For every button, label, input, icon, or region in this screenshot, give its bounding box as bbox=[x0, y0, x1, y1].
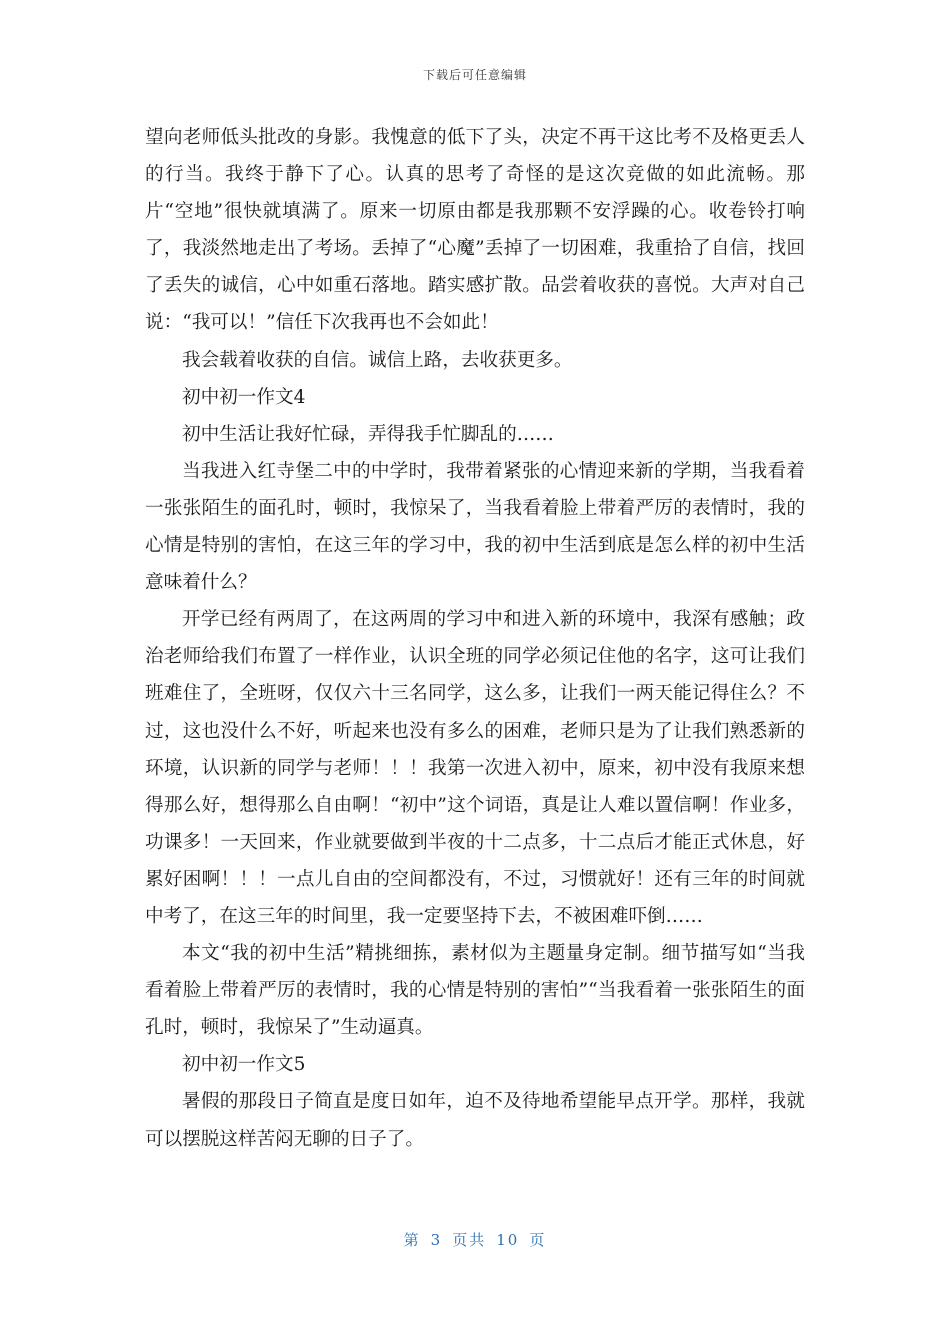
section-title: 初中初一作文5 bbox=[182, 1054, 306, 1076]
paragraph: 暑假的那段日子简直是度日如年，迫不及待地希望能早点开学。那样，我就可以摆脱这样苦闷无聊的日子了。 bbox=[145, 1091, 805, 1150]
paragraph: 我会载着收获的自信。诚信上路，去收获更多。 bbox=[182, 349, 573, 371]
page-header: 下载后可任意编辑 bbox=[422, 68, 527, 82]
total-pages-number: 10 bbox=[496, 1231, 520, 1249]
document-body bbox=[145, 119, 805, 1158]
paragraph: 开学已经有两周了，在这两周的学习中和进入新的环境中，我深有感触；政治老师给我们布置了一样作业，认识全班的同学必须记住他的名字，这可让我们班难住了，全班呀，仅仅六十三名同学，这么多，让我们一两天能记得住么？不过，这也没什么不好，听起来也没有多么的困难，老师只是为了让我们熟悉新的环境，认识新的同学与老师！！！我第一次进入初中，原来，初中没有我原来想得那么好，想得那么自由啊！“初中”这个词语，真是让人难以置信啊！作业多，功课多！一天回来，作业就要做到半夜的十二点多，十二点后才能正式休息，好累好困啊！！！一点儿自由的空间都没有，不过，习惯就好！还有三年的时间就中考了，在这三年的时间里，我一定要坚持下去，不被困难吓倒…… bbox=[145, 609, 805, 927]
page-label-middle: 页共 bbox=[452, 1231, 487, 1249]
paragraph: 望向老师低头批改的身影。我愧意的低下了头，决定不再干这比考不及格更丢人的行当。我终于静下了心。认真的思考了奇怪的是这次竞做的如此流畅。那片“空地”很快就填满了。原来一切原由都是我那颗不安浮躁的心。收卷铃打响了，我淡然地走出了考场。丢掉了“心魔”丢掉了一切困难，我重拾了自信，找回了丢失的诚信，心中如重石落地。踏实感扩散。品尝着收获的喜悦。大声对自己说：“我可以！”信任下次我再也不会如此！ bbox=[145, 127, 805, 334]
paragraph: 本文“我的初中生活”精挑细拣，素材似为主题量身定制。细节描写如“当我看着脸上带着严厉的表情时，我的心情是特别的害怕”“当我看着一张张陌生的面孔时，顿时，我惊呆了”生动逼真。 bbox=[145, 943, 805, 1039]
paragraph: 当我进入红寺堡二中的中学时，我带着紧张的心情迎来新的学期，当我看着一张张陌生的面孔时，顿时，我惊呆了，当我看着脸上带着严厉的表情时，我的心情是特别的害怕，在这三年的学习中，我的初中生活到底是怎么样的初中生活意味着什么？ bbox=[145, 460, 805, 594]
section-title: 初中初一作文4 bbox=[182, 386, 306, 408]
paragraph: 初中生活让我好忙碌，弄得我手忙脚乱的…… bbox=[182, 423, 554, 445]
page-footer bbox=[0, 1229, 950, 1250]
page-label-prefix: 第 bbox=[403, 1231, 421, 1249]
page-label-suffix: 页 bbox=[529, 1231, 547, 1249]
current-page-number: 3 bbox=[430, 1231, 443, 1249]
